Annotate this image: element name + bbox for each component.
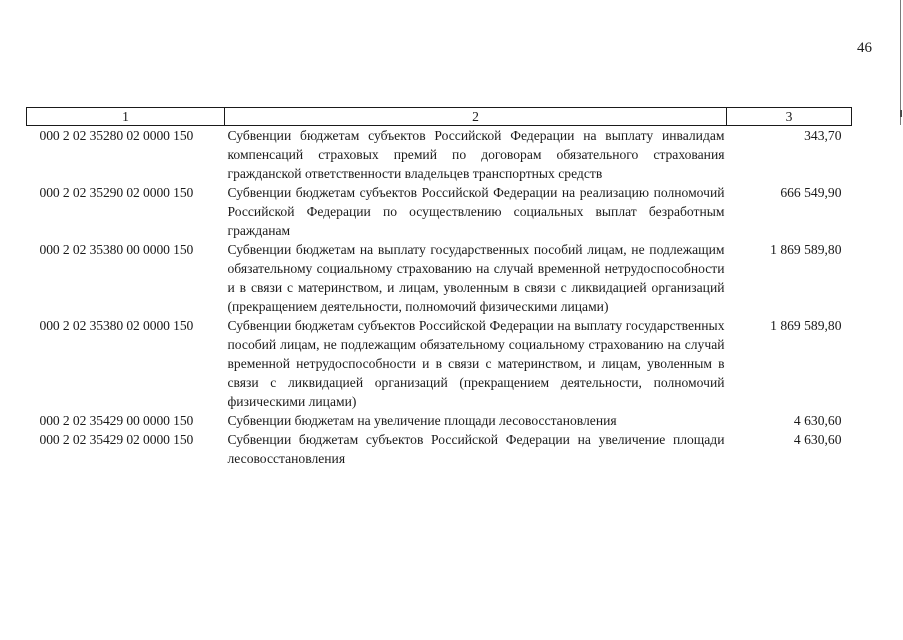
row-code: 000 2 02 35429 02 0000 150 — [39, 432, 194, 447]
row-amount: 4 630,60 — [793, 432, 842, 447]
row-code: 000 2 02 35280 02 0000 150 — [39, 128, 194, 143]
page-number: 46 — [857, 40, 872, 56]
table-body — [27, 126, 852, 469]
row-amount: 1 869 589,80 — [770, 242, 842, 257]
header-cell-code: 1 — [27, 108, 225, 126]
row-code: 000 2 02 35380 02 0000 150 — [39, 318, 194, 333]
row-amount: 4 630,60 — [793, 413, 842, 428]
row-code: 000 2 02 35290 02 0000 150 — [39, 185, 194, 200]
row-description: Субвенции бюджетам на выплату государственных пособий лицам, не подлежащим обязательному социальному страхованию на случай временной нетрудоспособности и в связи с материнством, и лицам, уволенным в связи с ликвидацией организаций (прекращением деятельности, полномочий физическими лицами) — [227, 242, 725, 314]
table-row — [27, 126, 852, 184]
table-row — [27, 183, 852, 240]
row-amount: 1 869 589,80 — [770, 318, 842, 333]
table-row — [27, 316, 852, 411]
table-row — [27, 430, 852, 468]
table-header — [27, 108, 852, 126]
row-description: Субвенции бюджетам субъектов Российской Федерации на выплату государственных пособий лицам, не подлежащим обязательному социальному страхованию на случай временной нетрудоспособности и в связи с материнством, и лицам, уволенным в связи с ликвидацией организаций (прекращением деятельности, полномочий физическими лицами) — [227, 318, 725, 409]
row-amount: 343,70 — [804, 128, 842, 143]
row-description: Субвенции бюджетам субъектов Российской Федерации на реализацию полномочий Российской Федерации по осуществлению социальных выплат безработным гражданам — [227, 185, 725, 238]
budget-table — [26, 107, 852, 468]
row-code: 000 2 02 35429 00 0000 150 — [39, 413, 194, 428]
row-description: Субвенции бюджетам на увеличение площади лесовосстановления — [227, 413, 617, 428]
row-code: 000 2 02 35380 00 0000 150 — [39, 242, 194, 257]
row-description: Субвенции бюджетам субъектов Российской Федерации на выплату инвалидам компенсаций страховых премий по договорам обязательного страхования гражданской ответственности владельцев транспортных средств — [227, 128, 725, 181]
table-row — [27, 411, 852, 430]
row-amount: 666 549,90 — [780, 185, 842, 200]
header-cell-description: 2 — [225, 108, 727, 126]
scan-edge-line — [900, 0, 901, 125]
header-cell-amount: 3 — [727, 108, 852, 126]
scan-edge-mark — [900, 110, 902, 117]
table-row — [27, 240, 852, 316]
header-row — [27, 108, 852, 126]
row-description: Субвенции бюджетам субъектов Российской Федерации на увеличение площади лесовосстановления — [227, 432, 725, 466]
